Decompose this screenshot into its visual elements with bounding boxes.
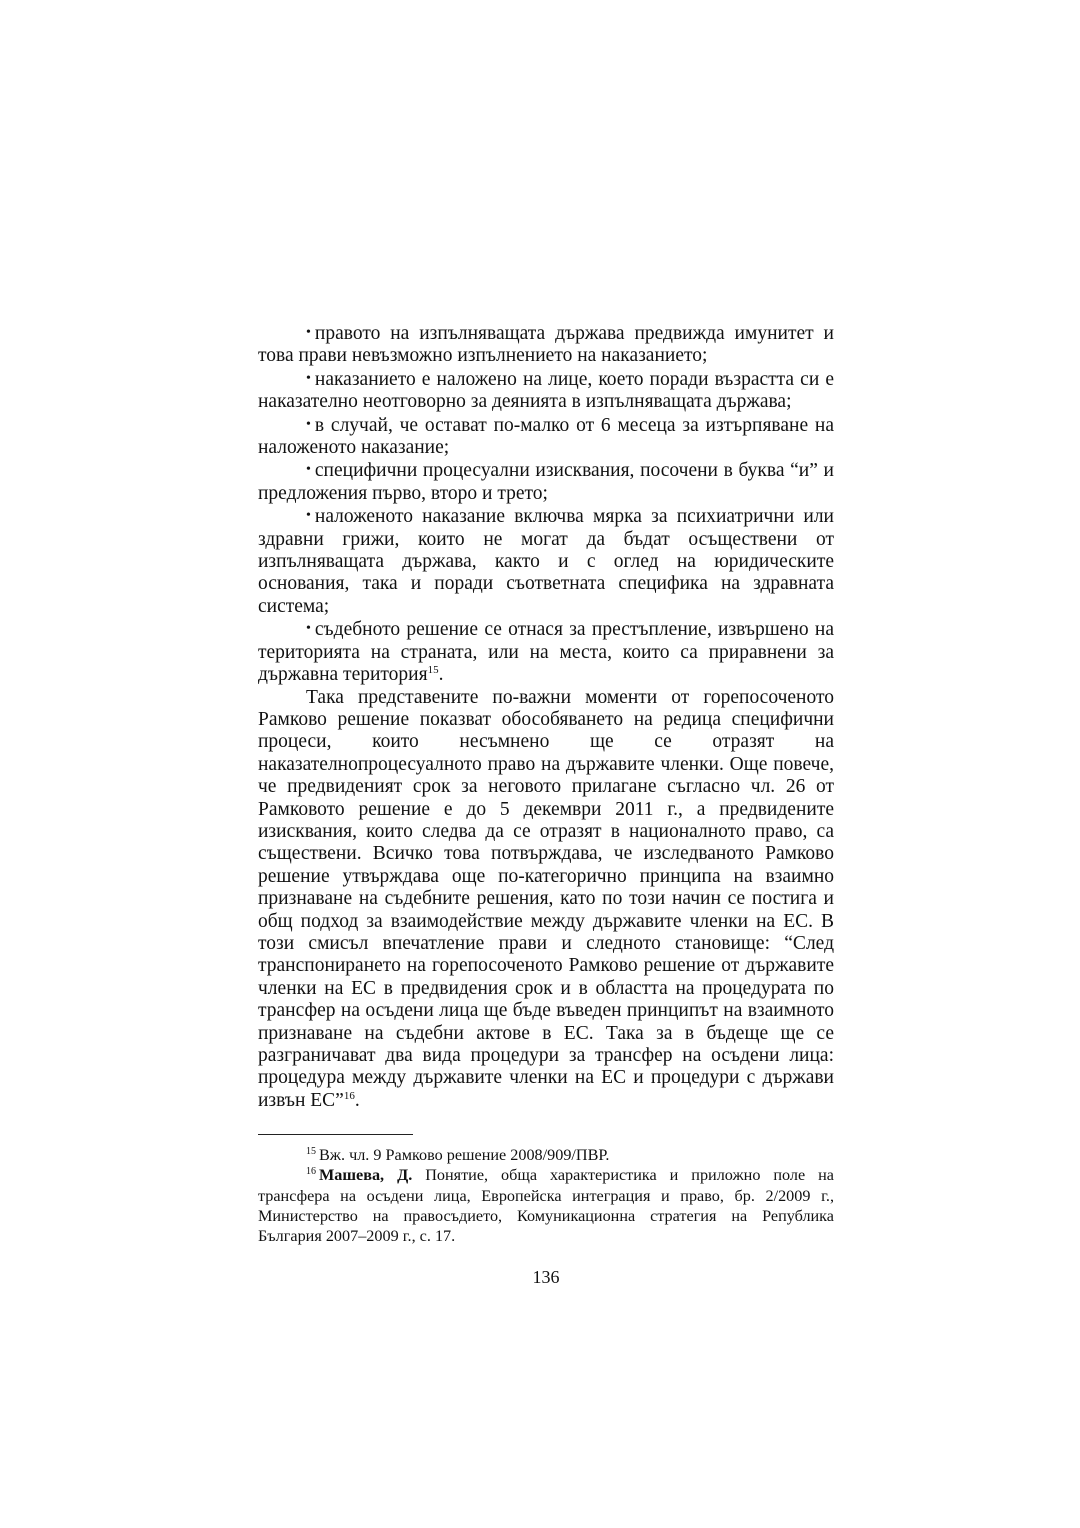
bullet-item: • в случай, че остават по-малко от 6 месеца за изтърпяване на наложеното наказание; <box>258 414 834 459</box>
body-paragraph: Така представените по-важни моменти от горепосоченото Рамково решение показват обособяването на редица специфични процеси, които несъмнено ще се отразят на наказателнопроцесуалното право на държавите членки. Още повече, че предвиденият срок за неговото прилагане съгласно чл. 26 от Рамковото решение е до 5 декември 2011 г., а предвидените изисквания, които следва да се отразят в националното право, са съществени. Всичко това потвърждава, че изследваното Рамково решение утвърждава още по-категорично принципа на взаимно признаване на съдебните решения, като по този начин се постига и общ подход за взаимодействие между държавите членки на ЕС. В този смисъл впечатление прави и следното становище: “След транспонирането на горепосоченото Рамково решение от държавите членки на ЕС в предвидения срок и в областта на процедурата по трансфер на осъдени лица ще бъде въведен принципът на взаимното признаване на съдебни актове в ЕС. Така за в бъдеще ще се разграничават два вида процедури за трансфер на осъдени лица: процедура между държавите членки на ЕС и процедури с държави извън ЕС”$^{16}$. <box>258 686 834 1111</box>
bullet-icon: • <box>306 325 311 340</box>
footnote-15: $^{15}$ Вж. чл. 9 Рамково решение 2008/909/ПВР. <box>306 1146 610 1165</box>
bullet-icon: • <box>306 416 311 432</box>
bullet-icon: • <box>306 508 311 524</box>
bullet-item: • правото на изпълняващата държава предвижда имунитет и това прави невъзможно изпълнението на наказанието; <box>258 323 834 367</box>
bullet-icon: • <box>306 462 311 478</box>
bullet-item: • съдебното решение се отнася за престъпление, извършено на територията на страната, или на места, които са приравнени за държавна територия$^{15}$. <box>258 619 834 686</box>
bullet-item: • наложеното наказание включва мярка за психиатрични или здравни грижи, които не могат да бъдат осъществени от изпълняващата държава, както и с оглед на юридическите основания, така и поради съответната специфика на здравната система; <box>258 506 834 617</box>
footnote-ref-16: 16 <box>343 1089 355 1102</box>
page-body <box>258 322 834 1288</box>
bullet-icon: • <box>306 621 311 637</box>
footnote-ref-15: 15 <box>427 664 439 677</box>
footnote-author: Машева, Д. <box>319 1166 413 1185</box>
bullet-item: • специфични процесуални изисквания, посочени в буква “и” и предложения първо, второ и трето; <box>258 460 834 504</box>
footnote-16: $^{16}$ Машева, Д. Понятие, обща характеристика и приложно поле на трансфера на осъдени лица, Европейска интеграция и право, бр. 2/2009 г., Министерство на правосъдието, Комуникационна стратегия на Република България 2007–2009 г., с. 17. <box>258 1166 834 1246</box>
bullet-icon: • <box>306 370 311 386</box>
bullet-item: • наказанието е наложено на лице, което поради възрастта си е наказателно неотговорно за деянията в изпълняващата държава; <box>258 368 834 413</box>
page-number: 136 <box>532 1267 560 1288</box>
footnote-divider <box>258 1134 413 1135</box>
